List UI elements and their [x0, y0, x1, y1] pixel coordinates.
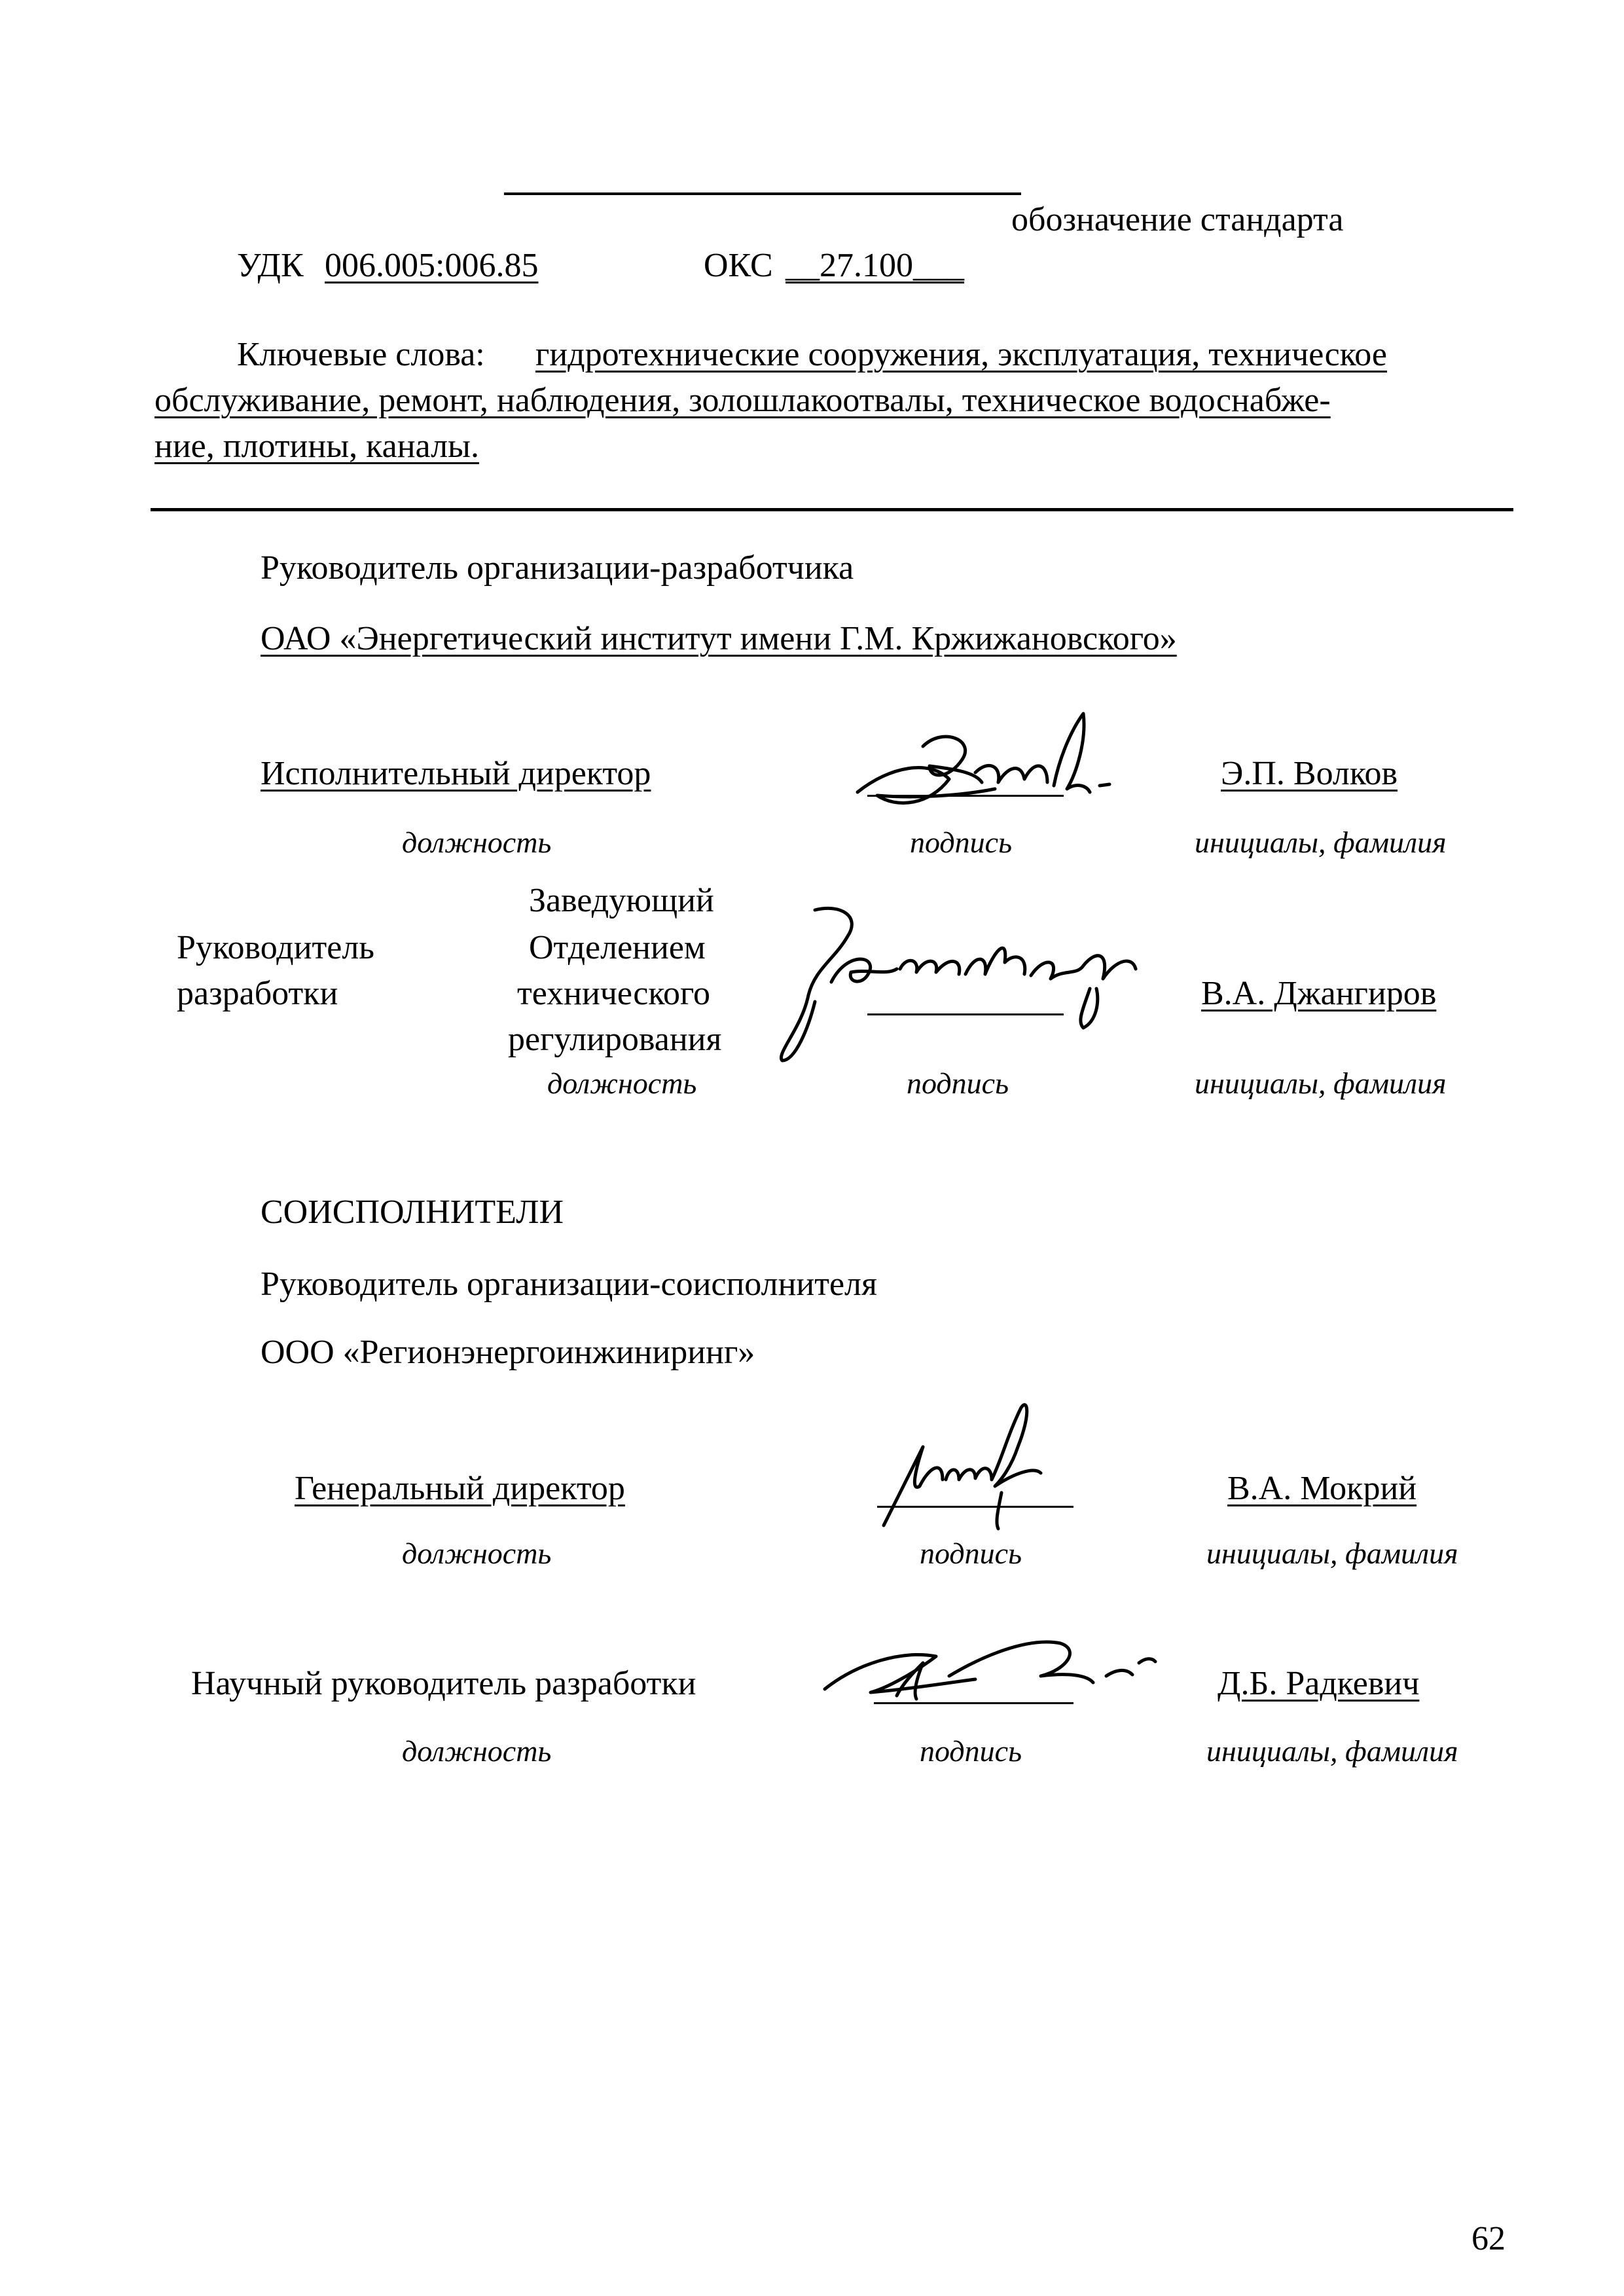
coexecutors-org-name: ООО «Регионэнергоинжиниринг» — [261, 1334, 755, 1371]
coexecutors-heading: СОИСПОЛНИТЕЛИ — [261, 1194, 564, 1231]
designation-caption: обозначение стандарта — [1011, 201, 1344, 238]
general-director-position: Генеральный директор — [295, 1470, 625, 1507]
signature-mokriy — [871, 1394, 1067, 1539]
general-director-name: В.А. Мокрий — [1227, 1470, 1417, 1507]
signature-line-3 — [877, 1506, 1074, 1508]
signature-caption-1: подпись — [910, 826, 1013, 859]
developer-head-title: Руководитель организации-разработчика — [261, 549, 854, 587]
position-caption-1: должность — [402, 826, 552, 859]
position-line-3: технического — [517, 975, 711, 1012]
coexecutors-head-title: Руководитель организации-соисполнителя — [261, 1266, 877, 1303]
executive-director-position: Исполнительный директор — [261, 755, 651, 792]
executive-director-name: Э.П. Волков — [1221, 755, 1398, 792]
position-caption-4: должность — [402, 1734, 552, 1768]
designation-line — [504, 192, 1021, 195]
head-of-development-name: В.А. Джангиров — [1201, 975, 1437, 1012]
signature-line-4 — [874, 1702, 1074, 1704]
signature-volkov — [851, 701, 1126, 831]
role-line-1: Руководитель — [177, 929, 374, 966]
name-caption-3: инициалы, фамилия — [1206, 1537, 1458, 1570]
signature-caption-3: подпись — [920, 1537, 1022, 1570]
signature-caption-4: подпись — [920, 1734, 1022, 1768]
position-caption-2: должность — [547, 1066, 697, 1100]
page-number: 62 — [1471, 2220, 1506, 2257]
oks-label: ОКС — [704, 247, 773, 284]
keywords-label: Ключевые слова: — [237, 336, 485, 373]
oks-value: __27.100___ — [785, 247, 964, 284]
udc-value: 006.005:006.85 — [325, 247, 539, 284]
position-line-1: Заведующий — [529, 882, 714, 919]
position-line-4: регулирования — [508, 1021, 722, 1058]
keywords-line-2: обслуживание, ремонт, наблюдения, золошлакоотвалы, техническое водоснабже- — [154, 382, 1331, 419]
signature-dzhangirov — [769, 897, 1149, 1067]
name-caption-1: инициалы, фамилия — [1195, 826, 1447, 859]
scientific-supervisor-name: Д.Б. Радкевич — [1218, 1665, 1420, 1702]
role-line-2: разработки — [177, 975, 338, 1012]
udc-label: УДК — [237, 247, 304, 284]
signature-caption-2: подпись — [907, 1066, 1009, 1100]
scientific-supervisor-position: Научный руководитель разработки — [191, 1665, 696, 1702]
name-caption-2: инициалы, фамилия — [1195, 1066, 1447, 1100]
signature-line-2 — [867, 1013, 1064, 1015]
section-divider — [151, 508, 1513, 511]
developer-org-name: ОАО «Энергетический институт имени Г.М. Кржижановского» — [261, 620, 1177, 657]
signature-radkevich — [818, 1617, 1159, 1709]
name-caption-4: инициалы, фамилия — [1206, 1734, 1458, 1768]
signature-line-1 — [867, 795, 1064, 797]
keywords-line-1: гидротехнические сооружения, эксплуатация, техническое — [535, 336, 1388, 373]
position-line-2: Отделением — [529, 929, 706, 966]
keywords-line-3: ние, плотины, каналы. — [154, 428, 479, 465]
position-caption-3: должность — [402, 1537, 552, 1570]
